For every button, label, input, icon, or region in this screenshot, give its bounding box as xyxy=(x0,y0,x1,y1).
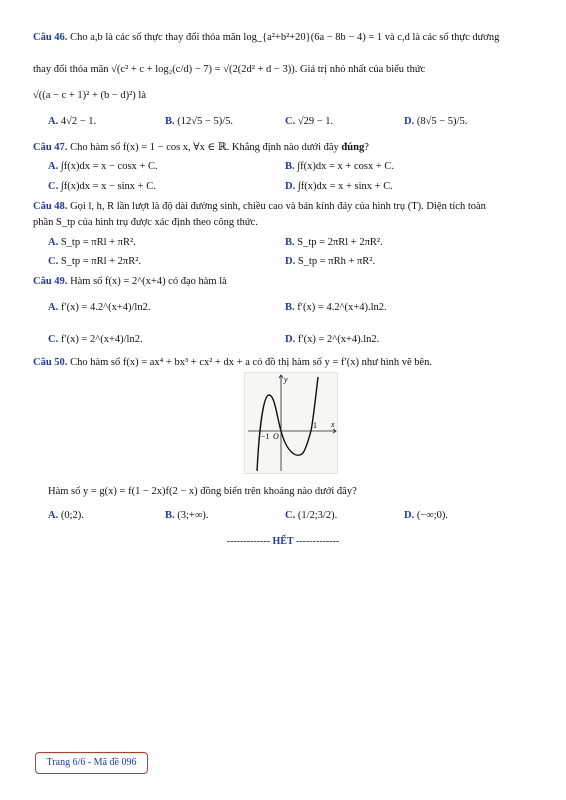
q50-stem xyxy=(33,356,538,370)
option-text: f′(x) = 2^(x+4)/ln2. xyxy=(60,334,143,345)
q48-option-b[interactable] xyxy=(285,237,383,248)
q47-option-c[interactable] xyxy=(48,181,156,192)
option-label: A. xyxy=(48,161,59,172)
q47-stem xyxy=(33,141,538,155)
q47-bold-word: đúng xyxy=(341,142,365,153)
option-text: (1/2;3/2). xyxy=(297,510,338,521)
option-text: √29 − 1. xyxy=(297,116,334,127)
option-label: A. xyxy=(48,116,59,127)
option-text: ∫f(x)dx = x + cosx + C. xyxy=(297,161,395,172)
option-label: C. xyxy=(48,334,59,345)
q46-line1 xyxy=(33,31,538,45)
q46-line2: thay đổi thỏa mãn √(c² + c + log₂(c/d) − 7) = √(2(2d² + d − 3)). Giá trị nhỏ nhất của biểu thức xyxy=(33,64,426,75)
q50-question: Hàm số y = g(x) = f(1 − 2x)f(2 − x) đồng biến trên khoảng nào dưới đây? xyxy=(48,486,357,497)
option-text: S_tp = πRh + πR². xyxy=(297,256,376,267)
q48-text-1: Gọi l, h, R lần lượt là độ dài đường sinh, chiều cao và bán kính đáy của hình trụ (T). Diện tích toàn xyxy=(70,201,486,212)
page-footer: Trang 6/6 - Mã đề 096 xyxy=(35,752,148,774)
q47-option-d[interactable] xyxy=(285,181,393,192)
q47-option-a[interactable] xyxy=(48,161,158,172)
option-text: S_tp = 2πRl + 2πR². xyxy=(297,237,383,248)
q47-number: Câu 47. xyxy=(33,142,68,153)
origin-label: O xyxy=(273,432,279,441)
option-text: (8√5 − 5)/5. xyxy=(416,116,468,127)
option-label: D. xyxy=(285,334,296,345)
derivative-graph xyxy=(244,372,338,474)
option-text: f′(x) = 4.2^(x+4)/ln2. xyxy=(60,302,151,313)
q48-option-c[interactable] xyxy=(48,256,141,267)
q49-text: Hàm số f(x) = 2^(x+4) có đạo hàm là xyxy=(70,276,227,287)
q48-option-a[interactable] xyxy=(48,237,136,248)
q48-number: Câu 48. xyxy=(33,201,68,212)
q46-option-b[interactable] xyxy=(165,116,233,127)
option-text: S_tp = πRl + πR². xyxy=(60,237,136,248)
x-label: x xyxy=(331,420,335,429)
tick-neg-one: −1 xyxy=(261,432,270,441)
option-label: D. xyxy=(404,116,415,127)
option-label: C. xyxy=(48,181,59,192)
q46-text-1: Cho a,b là các số thực thay đổi thỏa mãn log_{a²+b²+20}(6a − 8b − 4) = 1 và c,d là các số thực dương xyxy=(70,32,500,43)
option-label: C. xyxy=(285,116,296,127)
q50-option-d[interactable] xyxy=(404,510,448,521)
q48-line2: phần S_tp của hình trụ được xác định theo công thức. xyxy=(33,217,258,228)
q46-option-a[interactable] xyxy=(48,116,96,127)
q47-tail: ? xyxy=(364,142,369,153)
tick-one: 1 xyxy=(313,421,317,430)
option-text: S_tp = πRl + 2πR². xyxy=(60,256,141,267)
y-label: y xyxy=(284,375,288,384)
option-label: B. xyxy=(165,510,175,521)
option-text: (3;+∞). xyxy=(177,510,209,521)
q48-option-d[interactable] xyxy=(285,256,375,267)
option-label: B. xyxy=(165,116,175,127)
option-label: C. xyxy=(285,510,296,521)
option-label: C. xyxy=(48,256,59,267)
q46-number: Câu 46. xyxy=(33,32,68,43)
q46-option-d[interactable] xyxy=(404,116,467,127)
option-text: (0;2). xyxy=(60,510,84,521)
option-label: B. xyxy=(285,161,295,172)
derivative-curve xyxy=(257,377,318,471)
q47-option-b[interactable] xyxy=(285,161,394,172)
q46-line3: √((a − c + 1)² + (b − d)²) là xyxy=(33,90,146,101)
option-label: A. xyxy=(48,237,59,248)
q49-option-c[interactable] xyxy=(48,334,143,345)
option-label: D. xyxy=(285,256,296,267)
q49-option-a[interactable] xyxy=(48,302,150,313)
option-text: (−∞;0). xyxy=(416,510,449,521)
q50-text: Cho hàm số f(x) = ax⁴ + bx³ + cx² + dx + a có đồ thị hàm số y = f′(x) như hình vẽ bên. xyxy=(70,357,433,368)
q49-option-b[interactable] xyxy=(285,302,387,313)
option-text: ∫f(x)dx = x − cosx + C. xyxy=(60,161,158,172)
q47-text: Cho hàm số f(x) = 1 − cos x, ∀x ∈ ℝ. Khẳng định nào dưới đây xyxy=(70,142,339,153)
q46-option-c[interactable] xyxy=(285,116,333,127)
q49-stem xyxy=(33,275,538,289)
q50-number: Câu 50. xyxy=(33,357,68,368)
q49-number: Câu 49. xyxy=(33,276,68,287)
option-text: 4√2 − 1. xyxy=(60,116,97,127)
q48-line1 xyxy=(33,200,538,214)
option-label: A. xyxy=(48,510,59,521)
q50-option-c[interactable] xyxy=(285,510,337,521)
graph-svg xyxy=(245,373,337,473)
end-mark: ------------- HẾT ------------- xyxy=(226,536,340,547)
option-label: D. xyxy=(404,510,415,521)
option-label: B. xyxy=(285,302,295,313)
option-text: (12√5 − 5)/5. xyxy=(177,116,233,127)
option-text: f′(x) = 2^(x+4).ln2. xyxy=(297,334,380,345)
option-text: ∫f(x)dx = x + sinx + C. xyxy=(297,181,393,192)
option-text: ∫f(x)dx = x − sinx + C. xyxy=(60,181,156,192)
option-text: f′(x) = 4.2^(x+4).ln2. xyxy=(297,302,387,313)
option-label: B. xyxy=(285,237,295,248)
q49-option-d[interactable] xyxy=(285,334,379,345)
option-label: A. xyxy=(48,302,59,313)
option-label: D. xyxy=(285,181,296,192)
q50-option-b[interactable] xyxy=(165,510,208,521)
q50-option-a[interactable] xyxy=(48,510,84,521)
